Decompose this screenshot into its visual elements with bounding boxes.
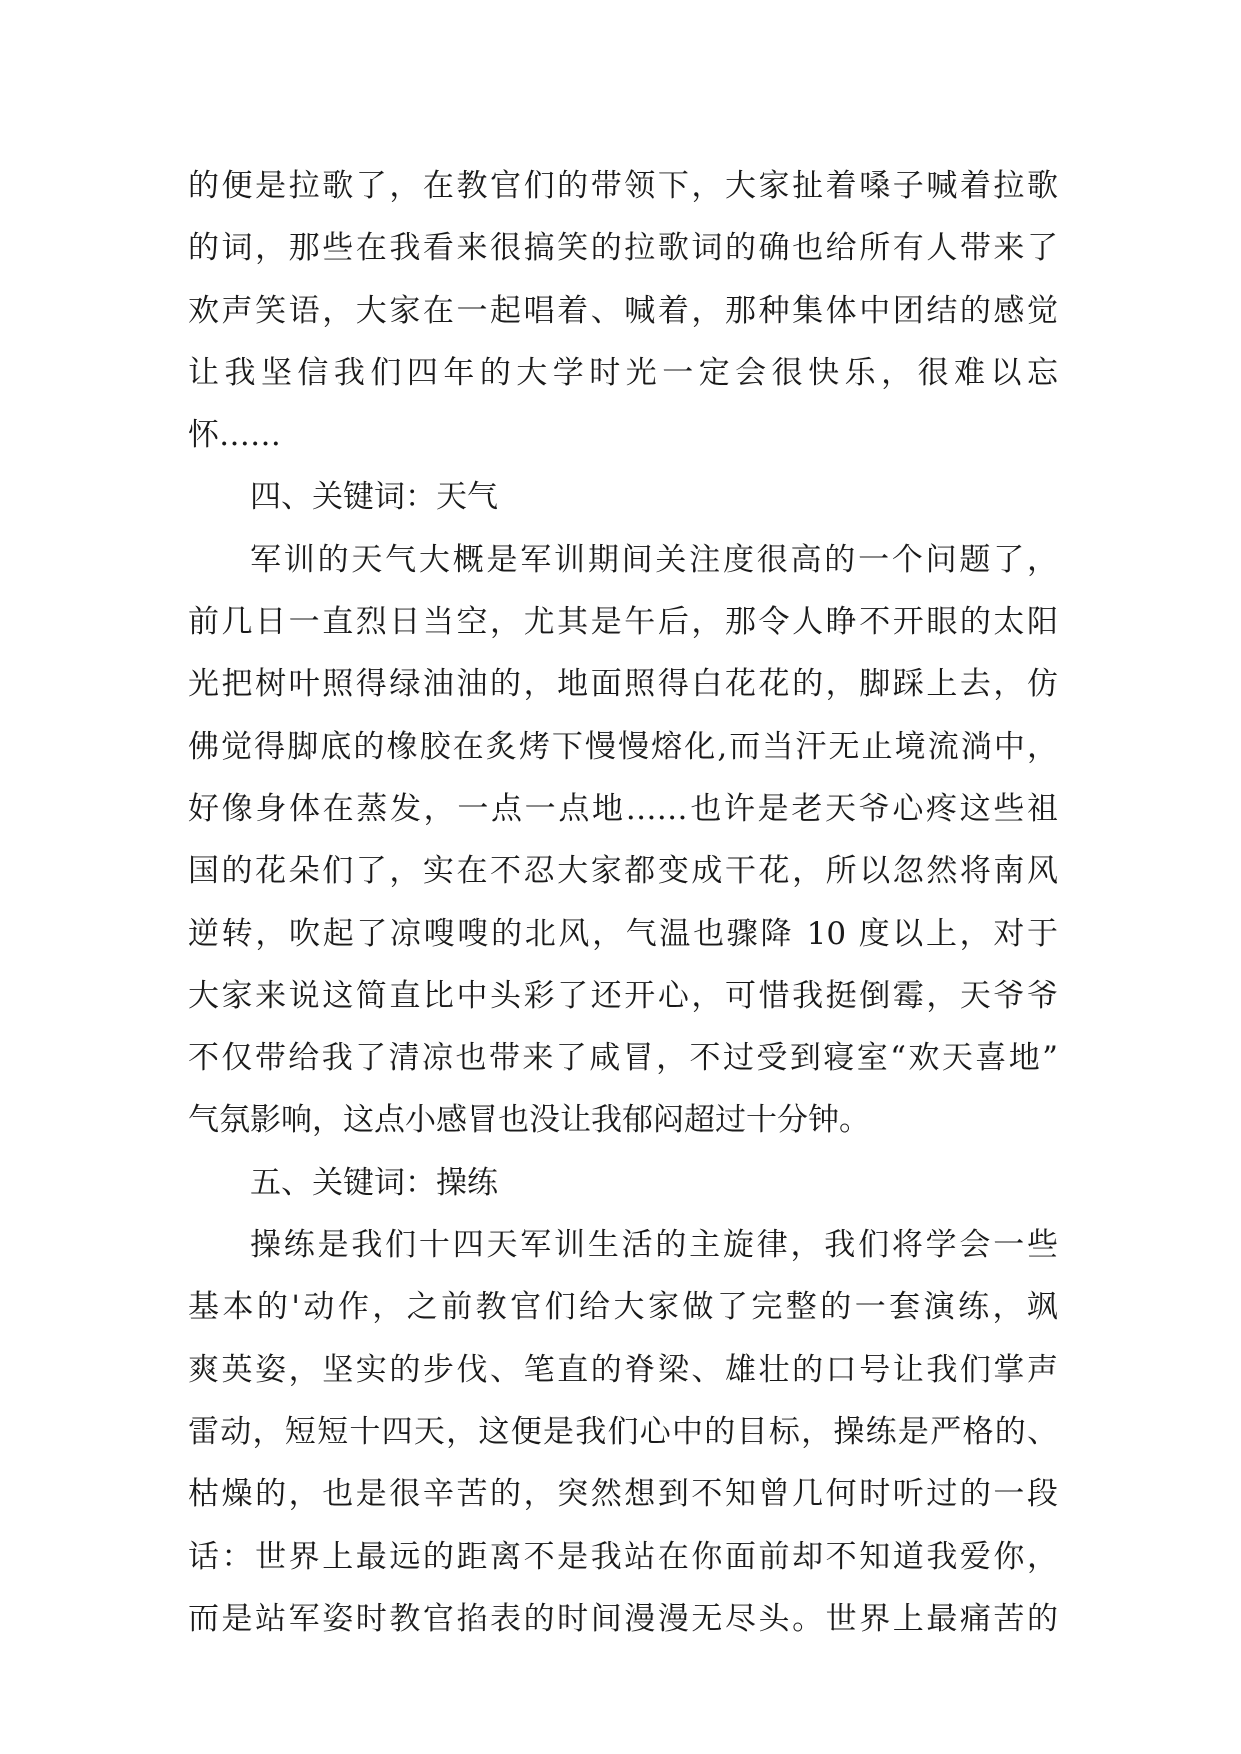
text-line: 雷动，短短十四天，这便是我们心中的目标，操练是严格的、 (188, 1413, 1058, 1450)
text-line: 国的花朵们了，实在不忍大家都变成干花，所以忽然将南风 (188, 853, 1058, 890)
text-line: 爽英姿，坚实的步伐、笔直的脊梁、雄壮的口号让我们掌声 (188, 1351, 1058, 1388)
text-line: 话：世界上最远的距离不是我站在你面前却不知道我爱你， (188, 1538, 1058, 1575)
text-line: 前几日一直烈日当空，尤其是午后，那令人睁不开眼的太阳 (188, 604, 1058, 641)
text-line: 气氛影响，这点小感冒也没让我郁闷超过十分钟。 (188, 1102, 870, 1139)
body-text (188, 155, 1058, 1650)
text-line: 而是站军姿时教官掐表的时间漫漫无尽头。世界上最痛苦的 (188, 1600, 1058, 1637)
text-line: 的词，那些在我看来很搞笑的拉歌词的确也给所有人带来了 (188, 230, 1058, 267)
text-line: 枯燥的，也是很辛苦的，突然想到不知曾几何时听过的一段 (188, 1476, 1058, 1513)
text-line: 怀…… (188, 417, 281, 454)
section-heading: 五、关键词：操练 (250, 1164, 498, 1201)
text-line: 不仅带给我了清凉也带来了咸冒，不过受到寝室“欢天喜地” (188, 1040, 1058, 1077)
section-heading: 四、关键词：天气 (250, 479, 498, 516)
text-line: 好像身体在蒸发，一点一点地……也许是老天爷心疼这些祖 (188, 790, 1058, 827)
text-line: 的便是拉歌了，在教官们的带领下，大家扯着嗓子喊着拉歌 (188, 168, 1058, 204)
text-line: 基本的'动作，之前教官们给大家做了完整的一套演练，飒 (188, 1289, 1058, 1326)
text-line: 光把树叶照得绿油油的，地面照得白花花的，脚踩上去，仿 (188, 666, 1058, 703)
text-line: 让我坚信我们四年的大学时光一定会很快乐，很难以忘 (188, 354, 1058, 391)
text-line: 佛觉得脚底的橡胶在炙烤下慢慢熔化,而当汗无止境流淌中， (188, 728, 1058, 765)
text-line: 大家来说这简直比中头彩了还开心，可惜我挺倒霉，天爷爷 (188, 977, 1058, 1014)
text-line: 操练是我们十四天军训生活的主旋律，我们将学会一些 (250, 1227, 1058, 1264)
text-line: 欢声笑语，大家在一起唱着、喊着，那种集体中团结的感觉 (188, 292, 1058, 329)
text-line: 逆转，吹起了凉嗖嗖的北风，气温也骤降 10 度以上，对于 (188, 915, 1058, 952)
text-line: 军训的天气大概是军训期间关注度很高的一个问题了， (250, 541, 1058, 578)
